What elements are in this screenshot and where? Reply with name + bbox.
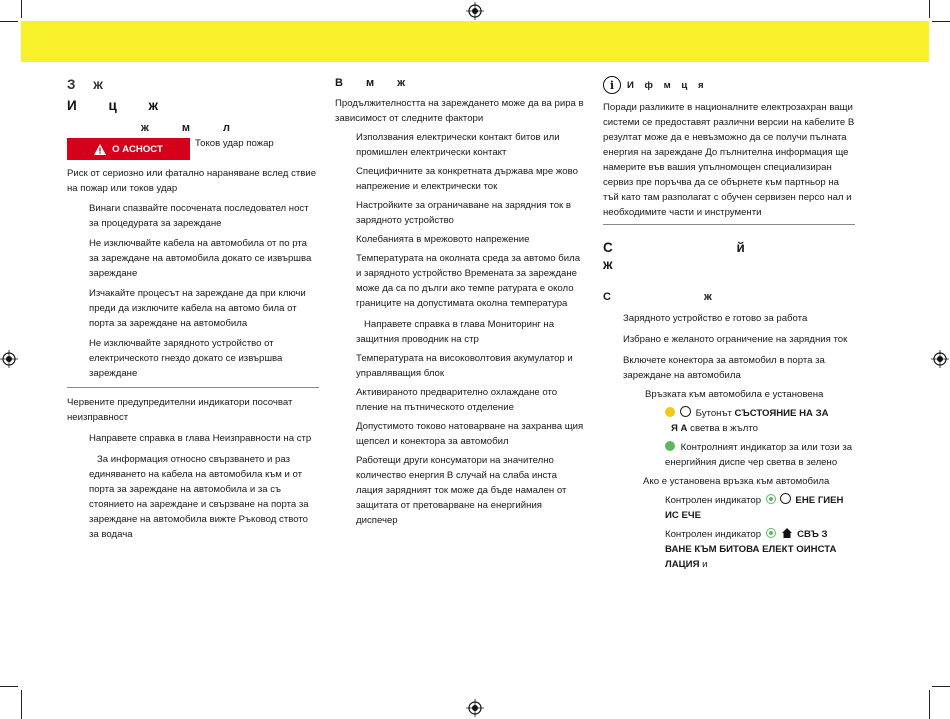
registration-mark-icon — [466, 699, 484, 717]
info-note: За информация относно свързването и раз единяването на кабела на автомобила към и от порта за зареждане на автомобила и за съ стоянието на зареждане и свързване на порта за зареждане на автомобила вижте Ръковод ството за водача — [89, 454, 309, 540]
button-status: Бутонът СЪСТОЯНИЕ НА ЗА Я А светва в жълто — [603, 406, 855, 436]
risk-text: Риск от сериозно или фатално нараняване вслед ствие на пожар или токов удар — [67, 168, 317, 194]
column-right — [603, 76, 855, 572]
crop-mark — [929, 690, 930, 719]
divider — [603, 224, 855, 225]
crop-mark — [929, 0, 930, 18]
crop-mark — [21, 690, 22, 719]
green-light-icon — [665, 441, 675, 451]
registration-mark-icon — [931, 350, 949, 368]
factor-item: Температурата на околната среда за автомо била и зарядното устройство Времената за зареждане може да са по дълги ако темпе ратурата е около границите на допустимата околна температура — [356, 253, 581, 309]
danger-label: О АСНОСТ — [112, 143, 163, 155]
duration-intro: Продължителността на зареждането може да ва рира в зависимост от следните фактори — [335, 98, 584, 124]
header-band — [21, 21, 929, 62]
step-item: Включете конектора за автомобил в порта за зареждане на автомобила — [623, 355, 825, 381]
charge-status-icon — [780, 493, 791, 504]
crop-mark — [932, 21, 950, 22]
column-middle — [335, 76, 585, 528]
section-subtitle: И ц ж — [67, 98, 159, 113]
step-item: Зарядното устройство е готово за работа — [623, 313, 808, 324]
danger-badge — [67, 138, 190, 160]
green-indicator-icon — [766, 528, 776, 538]
info-label: И ф м ц я — [627, 79, 704, 91]
charge-status-icon — [680, 406, 691, 417]
factor-item: Работещи други консуматори на значително количество енергия В случай на слаба инста лация зарядният ток може да бъде намален от защитата от претоварване на енергийния диспечер — [356, 455, 567, 526]
warning-item: Не изключвайте зарядното устройство от електрическото гнездо докато се извършва зареждане — [89, 338, 283, 379]
info-icon: i — [603, 76, 621, 94]
control-indicator-household: Контролен индикатор СВЪ З ВАНЕ КЪМ БИТОВА ЕЛЕКТ ОИНСТА ЛАЦИЯ и — [665, 529, 837, 570]
factor-item: Специфичните за конкретната държава мре жово напрежение и електрически ток — [356, 166, 578, 192]
registration-mark-icon — [466, 2, 484, 20]
crop-mark — [932, 686, 950, 687]
warning-heading: ж м л — [141, 122, 231, 134]
info-heading — [603, 76, 855, 94]
hazard-text: Токов удар пожар — [195, 138, 274, 149]
red-lights-text: Червените предупредителни индикатори посочват неизправност — [67, 397, 293, 423]
factor-item: Температурата на високоволтовия акумулатор и управляващия блок — [356, 353, 573, 379]
yellow-light-icon — [665, 407, 675, 417]
registration-mark-icon — [0, 350, 18, 368]
section-title: З ж — [67, 77, 103, 92]
red-lights-item: Направете справка в глава Неизправности на стр — [89, 433, 312, 444]
step-item: Избрано е желаното ограничение на зарядния ток — [623, 334, 848, 345]
green-indicator-icon — [766, 494, 776, 504]
factor-item: Колебанията в мрежовото напрежение — [356, 234, 530, 245]
crop-mark — [0, 21, 18, 22]
crop-mark — [21, 0, 22, 18]
see-chapter: Направете справка в глава Мониторинг на защитния проводник на стр — [356, 319, 555, 345]
factor-item: Допустимото токово натоварване на захранва щия щепсел и конектора за автомобил — [356, 421, 584, 447]
start-charging-heading: С й ж — [603, 240, 745, 272]
warning-item: Винаги спазвайте посочената последовател ност за процедурата за зареждане — [89, 203, 309, 229]
factor-item: Активираното предварително охлаждане ото пление на пътническото отделение — [356, 387, 558, 413]
warning-triangle-icon — [94, 144, 106, 155]
start-charging-subheading: С ж — [603, 291, 712, 303]
control-indicator-energy: Контролен индикатор ЕНЕ ГИЕН ИС ЕЧЕ — [665, 495, 844, 521]
connected-text: Връзката към автомобила е установена — [645, 389, 824, 400]
factor-item: Използвания електрически контакт битов или промишлен електрически контакт — [356, 132, 560, 158]
house-icon — [782, 528, 792, 538]
column-left — [67, 76, 319, 542]
warning-row — [67, 138, 319, 162]
factor-item: Настройките за ограничаване на зарядния ток в зарядното устройство — [356, 200, 572, 226]
crop-mark — [0, 686, 18, 687]
warning-item: Изчакайте процесът на зареждане да при ключи преди да изключите кабела на автомо била от порта за зареждане на автомобила — [89, 288, 306, 329]
info-text: Поради разликите в националните електрозахран ващи системи се предоставят различни версии на кабелите В резултат може да е невъзможно да се получи пълната енергия на зареждане До пълнителна информация ще намерите във вашия упълномощен специализиран сервиз пре поръчва да се обърнете към партньор на тъй като там разполагат с обучен сервизен персо нал и необходимите части и инструменти — [603, 102, 855, 218]
if-connected-text: Ако е установена връзка към автомобила — [643, 476, 830, 487]
duration-heading: В м ж — [335, 77, 405, 89]
divider — [67, 387, 319, 388]
warning-item: Не изключвайте кабела на автомобила от по рта за зареждане на автомобила докато се извършва зареждане — [89, 238, 312, 279]
indicator-status: Контролният индикатор за или този за енергийния диспе чер светва в зелено — [665, 442, 853, 468]
